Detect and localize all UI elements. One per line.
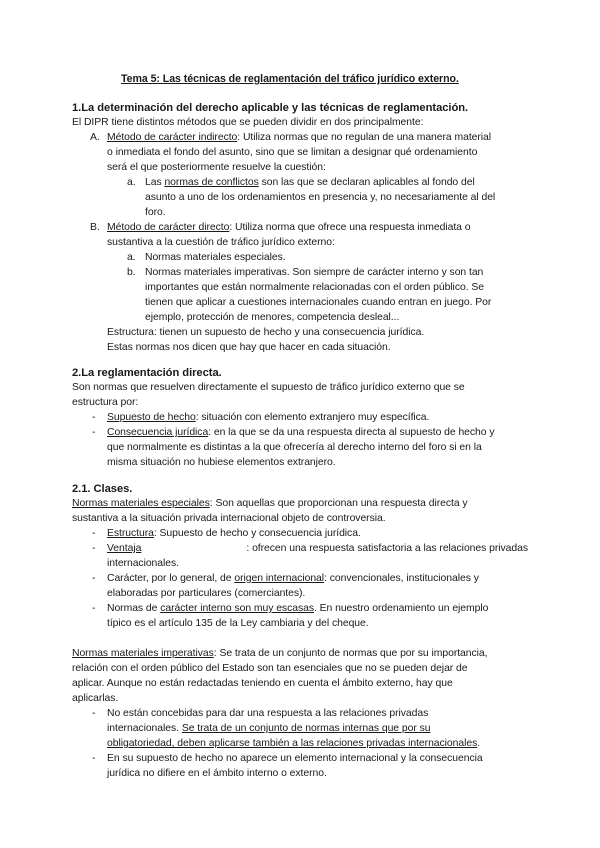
imperative-term: Normas materiales imperativas bbox=[72, 648, 214, 659]
bullet-4-text-1: . En nuestro ordenamiento un ejemplo bbox=[313, 603, 489, 614]
item-a-a-term: normas de conflictos bbox=[164, 177, 259, 188]
bullet-3-text-1: : convencionales, institucionales y bbox=[324, 573, 479, 584]
item-a-a-line-1 bbox=[145, 176, 475, 190]
bullet-1-marker: - bbox=[92, 528, 96, 539]
section-2-heading: 2.La reglamentación directa. bbox=[72, 367, 222, 379]
imp-bullet-2-line-1: En su supuesto de hecho no aparece un elemento internacional y la consecuencia bbox=[107, 753, 483, 764]
bullet-3-pre: Carácter, por lo general, de bbox=[107, 573, 235, 584]
dash-1-line bbox=[107, 411, 429, 425]
item-b-structure: Estructura: tienen un supuesto de hecho y una consecuencia jurídica. bbox=[107, 327, 425, 338]
imperative-line-4: aplicarlas. bbox=[72, 693, 119, 704]
item-a-text-1: : Utiliza normas que no regulan de una manera material bbox=[237, 132, 492, 143]
imperative-line-1 bbox=[72, 647, 488, 661]
bullet-2-term: Ventaja bbox=[107, 543, 142, 554]
imperative-text-1: : Se trata de un conjunto de normas que por su importancia, bbox=[213, 648, 488, 659]
item-b-a-text: Normas materiales especiales. bbox=[145, 252, 286, 263]
bullet-1-line bbox=[107, 527, 361, 541]
imperative-line-2: relación con el orden público del Estado son tan esenciales que no se pueden dejar de bbox=[72, 663, 468, 674]
bullet-1-text: : Supuesto de hecho y consecuencia jurídica. bbox=[153, 528, 361, 539]
dash-1-marker: - bbox=[92, 412, 96, 423]
bullet-4-line-1 bbox=[107, 602, 488, 616]
dash-2-line-1 bbox=[107, 426, 495, 440]
section-2-1-text-1: : Son aquellas que proporcionan una respuesta directa y bbox=[209, 498, 468, 509]
section-2-line-1: Son normas que resuelven directamente el supuesto de tráfico jurídico externo que se bbox=[72, 382, 465, 393]
item-b-b-line-2: importantes que están normalmente relacionadas con el orden público. Se bbox=[145, 282, 484, 293]
item-a-a-pre: Las bbox=[145, 177, 165, 188]
dash-1-text: : situación con elemento extranjero muy específica. bbox=[195, 412, 430, 423]
imp-bullet-2-marker: - bbox=[92, 753, 96, 764]
bullet-3-marker: - bbox=[92, 573, 96, 584]
item-b-term: Método de carácter directo bbox=[107, 222, 230, 233]
section-2-1-heading: 2.1. Clases. bbox=[72, 483, 133, 495]
item-b-a-marker: a. bbox=[127, 252, 136, 263]
item-b-b-marker: b. bbox=[127, 267, 136, 278]
imp-bullet-1-line-3 bbox=[107, 737, 480, 751]
bullet-2-text-1: : ofrecen una respuesta satisfactoria a las relaciones privadas bbox=[246, 543, 528, 554]
dash-1-term: Supuesto de hecho bbox=[107, 412, 196, 423]
bullet-2-line-2: internacionales. bbox=[107, 558, 179, 569]
bullet-2-line-1 bbox=[107, 542, 528, 556]
item-a-a-line-3: foro. bbox=[145, 207, 166, 218]
section-1-heading: 1.La determinación del derecho aplicable y las técnicas de reglamentación. bbox=[72, 102, 469, 114]
bullet-3-term: origen internacional bbox=[234, 573, 325, 584]
imperative-line-3: aplicar. Aunque no están redactadas teniendo en cuenta el ámbito externo, hay que bbox=[72, 678, 453, 689]
item-b-marker: B. bbox=[90, 222, 100, 233]
imp-bullet-1-text-1: No están concebidas para dar una respuesta a las relaciones privadas bbox=[107, 708, 429, 719]
dash-2-marker: - bbox=[92, 427, 96, 438]
section-2-1-line-2: sustantiva a la situación privada internacional objeto de controversia. bbox=[72, 513, 386, 524]
item-a-a-text-1: son las que se declaran aplicables al fondo del bbox=[258, 177, 475, 188]
section-2-line-2: estructura por: bbox=[72, 397, 139, 408]
document-title: Tema 5: Las técnicas de reglamentación del tráfico jurídico externo. bbox=[121, 73, 459, 85]
item-a-line-1 bbox=[107, 131, 528, 145]
imp-bullet-1-line-1 bbox=[107, 707, 528, 721]
item-a-term: Método de carácter indirecto bbox=[107, 132, 238, 143]
imp-bullet-1-pre: internacionales. bbox=[107, 723, 182, 734]
bullet-4-marker: - bbox=[92, 603, 96, 614]
item-b-line-1 bbox=[107, 221, 470, 235]
section-2-1-term: Normas materiales especiales bbox=[72, 498, 210, 509]
bullet-3-line-2: elaboradas por particulares (comerciantes). bbox=[107, 588, 306, 599]
dash-2-term: Consecuencia jurídica bbox=[107, 427, 209, 438]
imp-bullet-1-marker: - bbox=[92, 708, 96, 719]
bullet-3-line-1 bbox=[107, 572, 479, 586]
item-b-b-line-4: ejemplo, protección de menores, competencia desleal... bbox=[145, 312, 400, 323]
item-b-line-2: sustantiva a la cuestión de tráfico jurídico externo: bbox=[107, 237, 335, 248]
bullet-4-pre: Normas de bbox=[107, 603, 161, 614]
item-b-b-line-1: Normas materiales imperativas. Son siempre de carácter interno y son tan bbox=[145, 267, 484, 278]
item-a-a-line-2: asunto a uno de los ordenamientos en presencia y, no necesariamente al del bbox=[145, 192, 496, 203]
bullet-2-marker: - bbox=[92, 543, 96, 554]
bullet-1-term: Estructura bbox=[107, 528, 154, 539]
item-a-line-3: será el que posteriormente resuelve la cuestión: bbox=[107, 162, 326, 173]
dash-2-line-2: que normalmente es distintas a la que ofrecería al derecho interno del foro si en la bbox=[107, 442, 482, 453]
imp-bullet-1-line-2 bbox=[107, 722, 430, 736]
bullet-4-line-2: típico es el artículo 135 de la Ley cambiaria y del cheque. bbox=[107, 618, 369, 629]
item-a-line-2: o inmediata el fondo del asunto, sino que se limitan a designar qué ordenamiento bbox=[107, 147, 478, 158]
item-b-text-1: : Utiliza norma que ofrece una respuesta inmediata o bbox=[229, 222, 471, 233]
imp-bullet-1-underlined-1: Se trata de un conjunto de normas internas que por su bbox=[181, 723, 431, 734]
item-b-b-line-3: tienen que aplicar a cuestiones internacionales cuando entran en juego. Por bbox=[145, 297, 492, 308]
bullet-4-term: carácter interno son muy escasas bbox=[160, 603, 314, 614]
imp-bullet-2-line-2: jurídica no difiere en el ámbito interno o externo. bbox=[107, 768, 327, 779]
dash-2-text-1: : en la que se da una respuesta directa al supuesto de hecho y bbox=[208, 427, 495, 438]
section-1-intro: El DIPR tiene distintos métodos que se pueden dividir en dos principalmente: bbox=[72, 117, 424, 128]
imp-bullet-1-underlined-2: obligatoriedad, deben aplicarse también a las relaciones privadas internacionales bbox=[107, 738, 478, 749]
item-a-marker: A. bbox=[90, 132, 100, 143]
item-b-note: Estas normas nos dicen que hay que hacer en cada situación. bbox=[107, 342, 391, 353]
imp-bullet-1-post: . bbox=[477, 738, 481, 749]
dash-2-line-3: misma situación no hubiese elementos extranjero. bbox=[107, 457, 336, 468]
item-a-a-marker: a. bbox=[127, 177, 136, 188]
section-2-1-line-1 bbox=[72, 497, 468, 511]
